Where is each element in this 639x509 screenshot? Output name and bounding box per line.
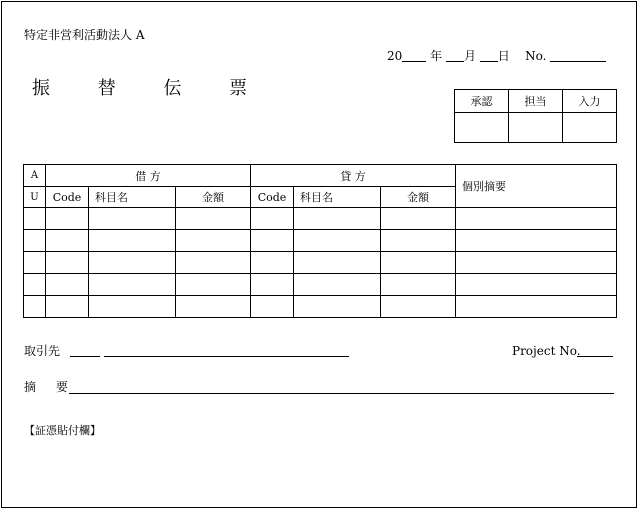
credit-code-cell[interactable] [251,208,294,230]
credit-account-cell[interactable] [294,208,381,230]
approval-stamp-input[interactable] [563,113,617,143]
ledger-table [23,164,617,318]
credit-account-header: 科目名 [294,187,381,208]
year-prefix: 20 [387,49,403,63]
debit-account-cell[interactable] [89,230,176,252]
debit-code-cell[interactable] [46,274,89,296]
approval-stamp-charge[interactable] [509,113,563,143]
partner-code-field[interactable] [70,356,100,357]
remarks-cell[interactable] [456,208,617,230]
credit-account-cell[interactable] [294,274,381,296]
project-number-field[interactable] [577,356,613,357]
debit-account-cell[interactable] [89,274,176,296]
credit-account-cell[interactable] [294,296,381,318]
credit-amount-cell[interactable] [381,252,456,274]
debit-code-cell[interactable] [46,208,89,230]
credit-code-cell[interactable] [251,252,294,274]
table-row [24,274,617,296]
table-row [24,208,617,230]
remarks-cell[interactable] [456,252,617,274]
debit-amount-header: 金額 [176,187,251,208]
approval-stamp-table [454,89,617,143]
au-cell[interactable] [24,274,46,296]
year-field[interactable] [402,50,426,62]
page-title: 振 替 伝 票 [32,78,269,99]
remarks-header: 個別摘要 [456,165,617,208]
credit-amount-cell[interactable] [381,296,456,318]
debit-code-cell[interactable] [46,252,89,274]
receipt-attachment-label: 【証憑貼付欄】 [24,424,101,437]
credit-code-header: Code [251,187,294,208]
debit-code-header: Code [46,187,89,208]
remarks-cell[interactable] [456,274,617,296]
remarks-cell[interactable] [456,296,617,318]
approval-header-input: 入力 [563,90,617,113]
table-row [24,230,617,252]
month-label: 月 [463,49,476,63]
au-cell[interactable] [24,252,46,274]
approval-stamp-approve[interactable] [455,113,509,143]
debit-amount-cell[interactable] [176,296,251,318]
debit-code-cell[interactable] [46,230,89,252]
credit-code-cell[interactable] [251,274,294,296]
au-bottom-label: U [24,187,46,208]
credit-code-cell[interactable] [251,230,294,252]
debit-account-header: 科目名 [89,187,176,208]
day-label: 日 [497,49,510,63]
credit-amount-cell[interactable] [381,274,456,296]
project-label: Project No. [512,344,581,358]
credit-account-cell[interactable] [294,252,381,274]
partner-label: 取引先 [24,344,61,358]
year-label: 年 [430,49,443,63]
au-cell[interactable] [24,230,46,252]
au-cell[interactable] [24,296,46,318]
approval-header-approve: 承認 [455,90,509,113]
remarks-cell[interactable] [456,230,617,252]
credit-code-cell[interactable] [251,296,294,318]
number-label: No. [525,49,547,63]
day-field[interactable] [480,50,498,62]
debit-amount-cell[interactable] [176,274,251,296]
month-field[interactable] [446,50,464,62]
table-row [24,252,617,274]
credit-amount-cell[interactable] [381,208,456,230]
organization-name: 特定非営利活動法人 A [24,28,145,42]
date-number-line [387,50,606,62]
number-field[interactable] [550,50,606,62]
partner-name-field[interactable] [104,356,349,357]
table-row [24,296,617,318]
debit-header: 借 方 [46,165,251,187]
debit-amount-cell[interactable] [176,230,251,252]
credit-header: 貸 方 [251,165,456,187]
debit-account-cell[interactable] [89,208,176,230]
debit-amount-cell[interactable] [176,208,251,230]
au-cell[interactable] [24,208,46,230]
approval-header-charge: 担当 [509,90,563,113]
debit-account-cell[interactable] [89,296,176,318]
credit-amount-cell[interactable] [381,230,456,252]
credit-account-cell[interactable] [294,230,381,252]
debit-code-cell[interactable] [46,296,89,318]
credit-amount-header: 金額 [381,187,456,208]
au-top-label: A [24,165,46,187]
memo-field[interactable] [69,393,614,394]
debit-account-cell[interactable] [89,252,176,274]
debit-amount-cell[interactable] [176,252,251,274]
memo-label: 摘 要 [24,380,76,394]
